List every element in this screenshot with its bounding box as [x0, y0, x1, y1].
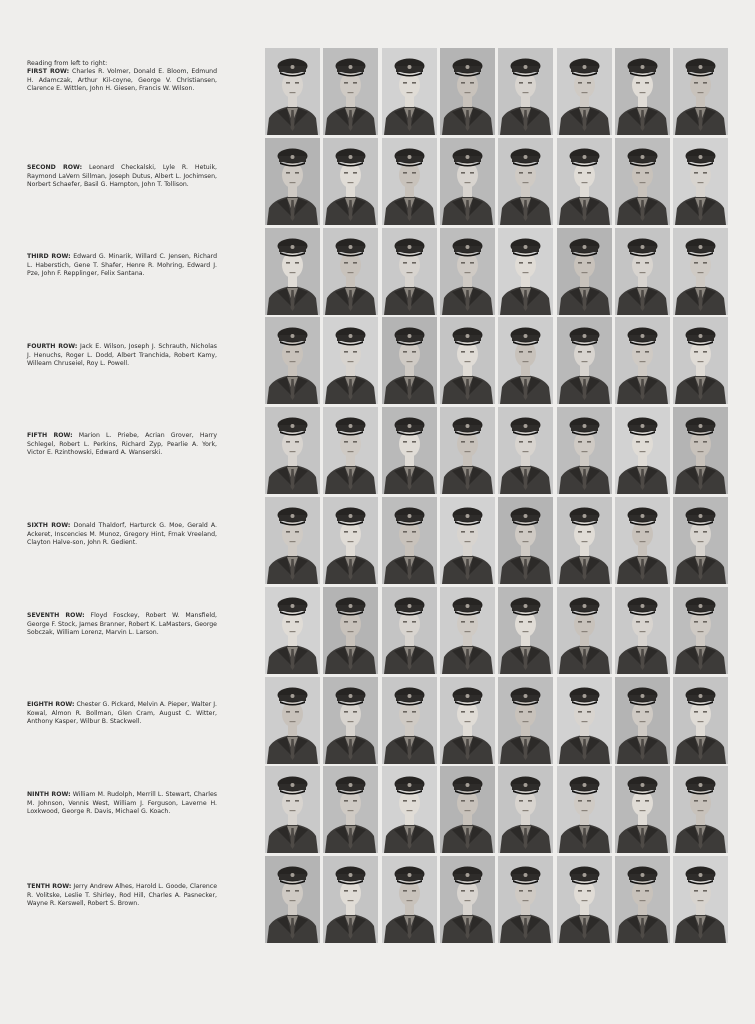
portrait-photo: [382, 497, 437, 584]
portrait-photo: [498, 587, 553, 674]
portrait-photo: [673, 497, 728, 584]
portrait-photo: [615, 677, 670, 764]
portrait-photo: [615, 317, 670, 404]
portrait-photo: [673, 138, 728, 225]
portrait-photo: [265, 497, 320, 584]
portrait-photo: [673, 228, 728, 315]
row-names: Charles R. Volmer, Donald E. Bloom, Edmund H. Adamczak, Arthur Kil-coyne, George V. Christiansen, Clarence E. Wittlen, John H. Giesen, Francis W. Wilson.: [27, 68, 217, 92]
portrait-photo: [265, 677, 320, 764]
row-names: Floyd Fosckey, Robert W. Mansfield, George F. Stock, James Branner, Robert K. LaMasters, George Sobczak, William Lorenz, Marvin L. Larson.: [27, 612, 217, 636]
photo-row: [265, 587, 727, 674]
portrait-photo: [323, 766, 378, 853]
portrait-photo: [323, 228, 378, 315]
portrait-photo: [382, 587, 437, 674]
portrait-photo: [265, 856, 320, 943]
portrait-photo: [440, 48, 495, 135]
portrait-photo: [557, 228, 612, 315]
portrait-photo: [498, 138, 553, 225]
portrait-photo: [557, 766, 612, 853]
portrait-photo: [498, 228, 553, 315]
row-names: Leonard Checkalski, Lyle R. Hetuik, Raymond LaVern Sillman, Joseph Dutus, Albert L. Jochimsen, Norbert Schaefer, Basil G. Hampton, John T. Tollison.: [27, 164, 217, 188]
photo-row: [265, 766, 727, 853]
portrait-photo: [673, 766, 728, 853]
photo-row: [265, 228, 727, 315]
portrait-photo: [323, 587, 378, 674]
portrait-photo: [673, 48, 728, 135]
portrait-photo: [382, 228, 437, 315]
portrait-photo: [673, 677, 728, 764]
row-caption-4: [27, 343, 217, 369]
row-names: William M. Rudolph, Merrill L. Stewart, Charles M. Johnson, Vennis West, William J. Ferguson, Laverne H. Loxkwood, George R. Davis, Michael G. Koach.: [27, 791, 217, 815]
portrait-photo: [498, 677, 553, 764]
row-names: Chester G. Pickard, Melvin A. Pieper, Walter J. Kowal, Almon R. Bollman, Glen Cram, August C. Witter, Anthony Kasper, Wilbur B. Stackwell.: [27, 701, 217, 725]
portrait-photo: [440, 407, 495, 494]
portrait-photo: [615, 856, 670, 943]
portrait-photo: [323, 317, 378, 404]
row-names: Jerry Andrew Alhes, Harold L. Goode, Clarence R. Volitske, Leslie T. Shirley, Rod Hill, Charles A. Pasnecker, Wayne R. Kerswell, Robert S. Brown.: [27, 883, 217, 907]
portrait-photo: [323, 48, 378, 135]
portrait-photo: [498, 48, 553, 135]
portrait-photo: [557, 48, 612, 135]
photo-row: [265, 856, 727, 943]
row-caption-5: [27, 432, 217, 458]
portrait-photo: [382, 317, 437, 404]
portrait-photo: [615, 587, 670, 674]
portrait-photo: [673, 587, 728, 674]
portrait-photo: [615, 766, 670, 853]
portrait-photo: [498, 317, 553, 404]
photo-row: [265, 138, 727, 225]
portrait-photo: [382, 766, 437, 853]
portrait-photo: [557, 587, 612, 674]
portrait-photo: [673, 856, 728, 943]
portrait-photo: [265, 317, 320, 404]
portrait-photo: [498, 766, 553, 853]
row-label: SEVENTH ROW:: [27, 612, 85, 619]
portrait-photo: [440, 587, 495, 674]
portrait-photo: [557, 856, 612, 943]
portrait-photo: [265, 228, 320, 315]
portrait-photo: [323, 856, 378, 943]
photo-row: [265, 317, 727, 404]
portrait-photo: [323, 677, 378, 764]
portrait-photo: [440, 228, 495, 315]
portrait-photo: [557, 677, 612, 764]
row-caption-2: [27, 164, 217, 190]
portrait-photo: [615, 48, 670, 135]
portrait-photo: [440, 677, 495, 764]
portrait-photo: [382, 138, 437, 225]
portrait-photo: [673, 317, 728, 404]
row-caption-10: [27, 883, 217, 909]
portrait-photo: [382, 48, 437, 135]
photo-row: [265, 497, 727, 584]
portrait-photo: [557, 138, 612, 225]
row-caption-8: [27, 701, 217, 727]
portrait-photo: [265, 138, 320, 225]
row-label: EIGHTH ROW:: [27, 701, 75, 708]
reading-instruction: Reading from left to right:: [27, 60, 108, 67]
photo-row: [265, 48, 727, 135]
portrait-photo: [265, 766, 320, 853]
portrait-photo: [440, 856, 495, 943]
row-label: FOURTH ROW:: [27, 343, 78, 350]
photo-row: [265, 677, 727, 764]
portrait-photo: [382, 856, 437, 943]
row-names: Marion L. Priebe, Acrian Grover, Harry Schlegel, Robert L. Perkins, Richard Zyp, Pearlie A. York, Victor E. Rzinthowski, Edward A. Wanserski.: [27, 432, 217, 456]
captions-column: [27, 60, 218, 907]
portrait-photo: [498, 407, 553, 494]
portrait-photo: [440, 317, 495, 404]
portrait-photo: [440, 497, 495, 584]
portrait-photo: [615, 228, 670, 315]
portrait-photo: [323, 138, 378, 225]
portrait-photo: [265, 48, 320, 135]
portrait-photo: [323, 497, 378, 584]
portrait-photo: [615, 138, 670, 225]
row-label: SIXTH ROW:: [27, 522, 71, 529]
portrait-photo: [323, 407, 378, 494]
portrait-photo: [615, 497, 670, 584]
portrait-photo: [440, 138, 495, 225]
portrait-photo: [498, 856, 553, 943]
portrait-photo: [265, 407, 320, 494]
row-label: NINTH ROW:: [27, 791, 71, 798]
portrait-photo: [615, 407, 670, 494]
portrait-photo: [557, 497, 612, 584]
row-label: THIRD ROW:: [27, 253, 71, 260]
portrait-photo: [557, 407, 612, 494]
row-label: SECOND ROW:: [27, 164, 83, 171]
row-caption-3: [27, 253, 217, 279]
row-label: FIFTH ROW:: [27, 432, 73, 439]
portrait-photo: [382, 677, 437, 764]
row-caption-6: [27, 522, 217, 548]
portrait-photo: [382, 407, 437, 494]
row-names: Edward G. Minarik, Willard C. Jensen, Richard L. Haberstich, Gene T. Shafer, Henre R. Mohring, Edward J. Pze, John F. Repplinger, Felix Santana.: [27, 253, 218, 277]
portrait-photo: [265, 587, 320, 674]
row-caption-1: [27, 68, 217, 94]
portrait-photo: [673, 407, 728, 494]
portrait-photo: [557, 317, 612, 404]
portrait-photo: [498, 497, 553, 584]
row-caption-9: [27, 791, 217, 817]
row-caption-7: [27, 612, 217, 638]
row-names: Jack E. Wilson, Joseph J. Schrauth, Nicholas J. Henuchs, Roger L. Dodd, Albert Tranchida, Robert Kamy, Willeam Chruseiel, Roy L. Powell.: [27, 343, 218, 367]
photo-row: [265, 407, 727, 494]
row-label: FIRST ROW:: [27, 68, 70, 75]
portrait-photo: [440, 766, 495, 853]
row-names: Donald Thaldorf, Harturck G. Moe, Gerald A. Ackeret, Inscencies M. Munoz, Gregory Hint, Frnak Vreeland, Clayton Halve-son, John R. Gedient.: [27, 522, 218, 546]
row-label: TENTH ROW:: [27, 883, 72, 890]
